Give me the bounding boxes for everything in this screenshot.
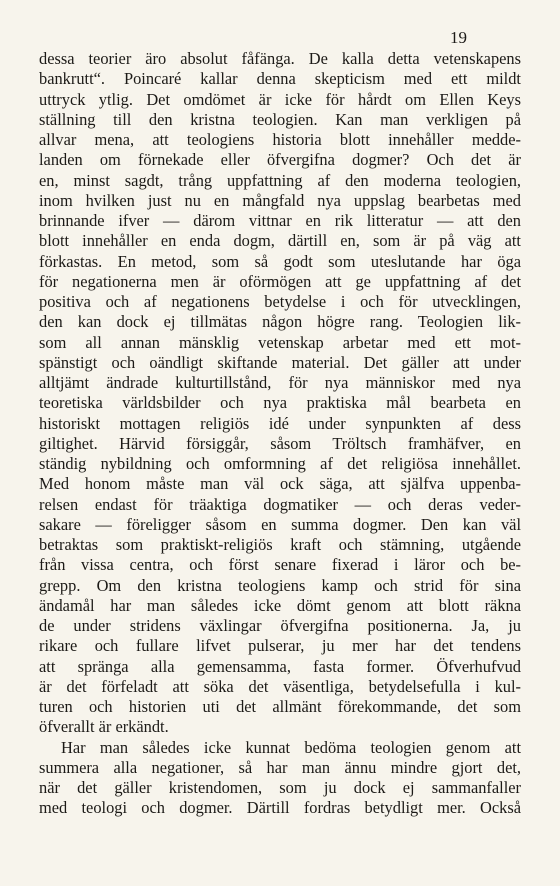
text-line: ständig nybildning och omformning af det religiösa innehållet. xyxy=(39,454,521,473)
text-line: förkastas. En metod, som så godt som uteslutande har öga xyxy=(39,251,521,271)
text-line: positiva och af negationens betydelse i och för utvecklingen, xyxy=(39,292,521,311)
text-line: grepp. Om den kristna teologiens kamp och strid för sina xyxy=(39,575,521,595)
text-line: de under stridens växlingar öfvergifna positionerna. Ja, ju xyxy=(39,616,521,635)
text-line: öfverallt är erkändt. xyxy=(39,717,169,737)
text-line: när det gäller kristendomen, som ju dock ej sammanfaller xyxy=(39,778,521,797)
page-number: 19 xyxy=(450,28,467,47)
text-line: sakare — föreligger såsom en summa dogmer. Den kan väl xyxy=(39,514,521,534)
text-line: relsen endast för träaktiga dogmatiker — och deras veder- xyxy=(39,494,521,514)
text-line: är det förfeladt att söka det väsentliga, betydelsefulla i kul- xyxy=(39,676,521,696)
text-line: den kan dock ej tillmätas någon högre rang. Teologien lik- xyxy=(39,312,521,332)
text-line: spänstigt och oändligt skiftande material. Det gäller att under xyxy=(39,352,521,372)
text-line: med teologi och dogmer. Därtill fordras betydligt mer. Också xyxy=(39,798,521,818)
text-line: dessa teorier äro absolut fåfänga. De kalla detta vetenskapens xyxy=(39,49,521,68)
text-line: som all annan mänsklig vetenskap arbetar med ett mot- xyxy=(39,332,521,352)
text-line: Har man således icke kunnat bedöma teologien genom att xyxy=(61,737,521,757)
text-line: historiskt mottagen religiös idé under synpunkten af dess xyxy=(39,413,521,433)
body-text xyxy=(39,49,521,819)
text-line: rikare och fullare lifvet pulserar, ju mer har det tendens xyxy=(39,636,521,656)
text-line: att spränga alla gemensamma, fasta former. Öfverhufvud xyxy=(39,656,521,676)
text-line: för negationerna men är oförmögen att ge uppfattning af det xyxy=(39,271,521,291)
text-line: Med honom måste man väl ock säga, att själfva uppenba- xyxy=(39,474,521,494)
text-line: från vissa centra, och först senare fixerad i läror och be- xyxy=(39,555,521,575)
text-line: betraktas som praktiskt-religiös kraft och stämning, utgående xyxy=(39,535,521,554)
text-line: ändamål har man således icke dömt genom att blott räkna xyxy=(39,595,521,615)
text-line: ställning till den kristna teologien. Kan man verkligen på xyxy=(39,109,521,129)
text-line: bankrutt“. Poincaré kallar denna skepticism med ett mildt xyxy=(39,69,521,89)
text-line: turen och historien uti det allmänt förekommande, det som xyxy=(39,697,521,716)
text-line: giltighet. Härvid försiggår, såsom Tröltsch framhäfver, en xyxy=(39,433,521,453)
text-line: uttryck ytlig. Det omdömet är icke för hårdt om Ellen Keys xyxy=(39,89,521,109)
text-line: teoretiska världsbilder och nya praktiska mål bearbeta en xyxy=(39,393,521,413)
text-line: en, minst sagdt, trång uppfattning af den moderna teologien, xyxy=(39,170,521,190)
text-line: summera alla negationer, så har man ännu mindre gjort det, xyxy=(39,757,521,777)
text-line: brinnande ifver — därom vittnar en rik litteratur — att den xyxy=(39,211,521,230)
text-line: blott innehåller en enda dogm, därtill en, som är på väg att xyxy=(39,231,521,251)
text-line: landen om förnekade eller öfvergifna dogmer? Och det är xyxy=(39,150,521,170)
text-line: allvar mena, att teologiens historia blott innehåller medde- xyxy=(39,130,521,149)
text-line: inom hvilken just nu en mångfald nya uppslag bearbetas med xyxy=(39,190,521,210)
text-line: alltjämt ändrade kulturtillstånd, för nya människor med nya xyxy=(39,373,521,392)
